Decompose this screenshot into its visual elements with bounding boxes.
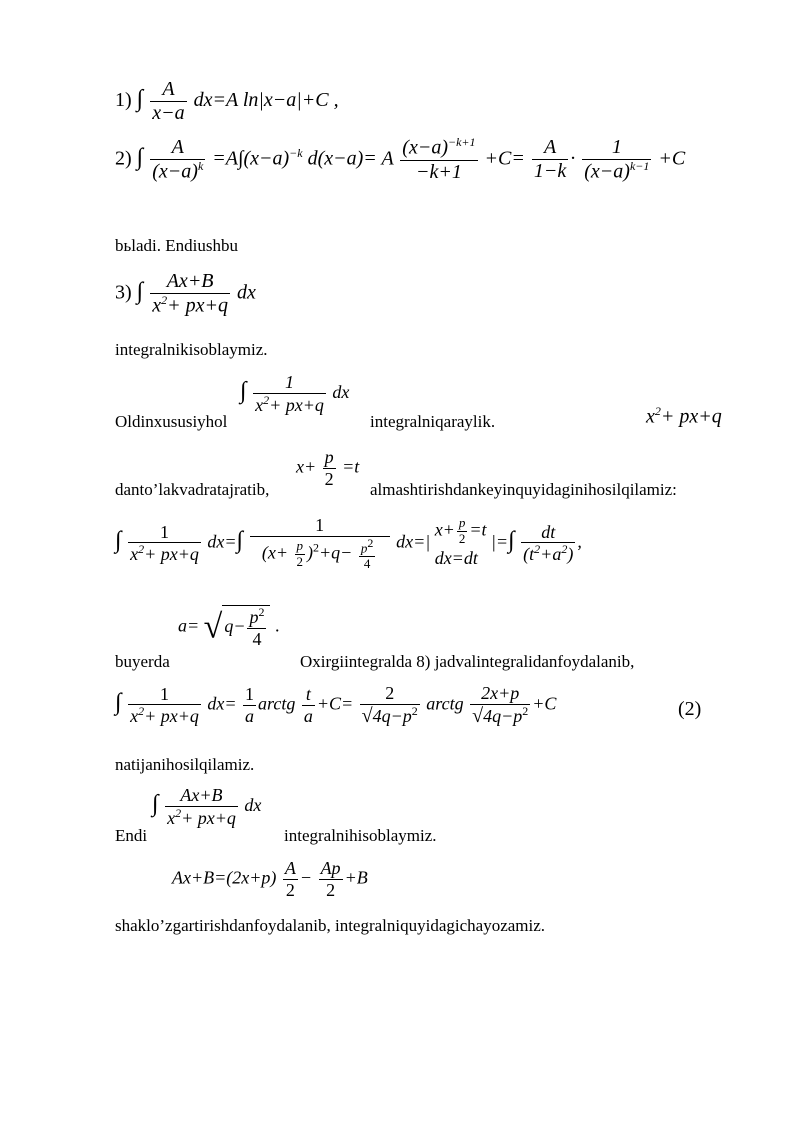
formula-number: 2) [115,147,132,170]
fraction-numerator: p [458,515,466,531]
sub-rhs: =t [469,519,487,540]
formula-2: 2) ∫ $\frac{A}{(x-a)^k}$ $=A\int(x-a)^{-k}$ d(x−a)= A $\frac{(x-a)^{-k+1}}{-k+1}$ +C= $\frac{A}{1-k}$ · $\frac{1}{(x-a)^{k-1}}$ +C [115,135,686,183]
formula-term: d(x−a)= A [307,147,394,170]
fraction-denominator: 2 [324,468,334,489]
fraction-numerator: Ax+B [180,785,223,805]
differential: dx [332,381,350,402]
substitution [296,447,359,489]
fraction-denominator: a [303,705,313,726]
equation-label: (2) [678,698,702,720]
fraction-numerator: (x−a) [402,136,448,159]
fraction-denominator: 2 [283,879,298,901]
text-boladi: bьladi. Endiushbu [115,236,238,255]
formula-rhs: dx=A ln|x−a|+C , [193,89,339,112]
fraction-denominator-rest: + px+q [167,294,229,317]
minus-sign: − [299,867,313,888]
fraction-denominator: 2 [296,553,304,569]
radicand: 4q−p [483,705,523,726]
fraction-denominator: (x−a) [152,160,198,183]
exponent: k−1 [629,159,650,173]
den-part: (t [523,544,535,565]
text-oldin: Oldinxususiyhol [115,412,228,431]
formula-number: 1) [115,89,132,112]
fraction-denominator: (x−a) [584,160,630,183]
text-qaraylik: integralniqaraylik. [370,412,496,431]
formula-3: 3) ∫ $\frac{Ax+B}{x^2+ px+q}$ dx [115,270,256,317]
fraction-denominator: 4 [359,556,376,572]
formula-decomposition [172,858,368,900]
arctg-function: arctg [426,693,464,714]
text-integral: integralnikisoblaymiz. [115,340,268,359]
fraction-denominator: 2 [319,879,343,901]
multiply-dot: · [570,147,576,170]
sub-differential: dx=dt [434,548,478,569]
text-hisob: integralnihisoblaymiz. [284,826,437,845]
sub-lhs: x+ [434,519,455,540]
formula-term: +C= [484,147,525,170]
text-oxirgi: Oxirgiintegralda 8) jadvalintegralidanfoydalanib, [300,652,635,671]
text-natija: natijanihosilqilamiz. [115,755,255,774]
fraction-denominator: −k+1 [400,160,477,184]
differential: dx= [207,531,237,552]
fraction-denominator: x−a [152,102,185,124]
a-definition: a= √ q− $\frac{p^2}{4}$ . [178,605,280,649]
formula-1: 1) ∫ $\frac{A}{x-a}$ dx=A ln|x−a|+C , [115,78,339,124]
subst-rhs: =t [342,456,360,477]
fraction-denominator-rest: + px+q [144,544,199,565]
arctg-function: arctg [258,693,296,714]
formula-number: 3) [115,281,132,304]
quadratic-rest: + px+q [660,405,722,428]
quadratic-expression: $x^2+ px+q$ [646,404,722,428]
fraction-numerator: A [162,78,175,100]
fraction-denominator: x [152,294,162,317]
decomp-lhs: Ax+B=(2x+p) [172,867,277,888]
fraction-denominator: x [255,394,264,415]
den-part: ) [307,542,314,563]
fraction-numerator: 2 [385,683,395,703]
fraction-numerator: 1 [159,521,169,542]
fraction-numerator: 1 [284,372,294,392]
text-shakl: shaklo’zgartirishdanfoydalanib, integralniquyidagichayozamiz. [115,916,546,935]
fraction-denominator: a [245,705,255,726]
fraction-denominator-rest: + px+q [144,706,199,727]
fraction-numerator: p [360,540,368,556]
fraction-numerator: 1 [611,136,622,158]
fraction-numerator: 1 [159,683,169,704]
inline-integral-1: ∫ $\frac{1}{x^2+ px+q}$ dx [240,372,350,415]
fraction-numerator: p [324,447,334,467]
formula-term: +B [344,867,368,888]
fraction-numerator: dt [541,521,556,542]
formula-term: =A∫(x−a) [212,147,290,170]
period: . [274,615,280,636]
fraction-numerator: A [543,136,557,159]
fraction-numerator: A [171,136,184,158]
den-part: +a [540,544,562,565]
bar-equals: |= [490,531,509,552]
differential: dx [244,794,262,815]
radicand: q− [224,615,246,636]
fraction-denominator: x [130,544,139,565]
comma: , [577,531,582,552]
fraction-numerator: 1 [315,515,325,535]
differential: dx [237,281,256,304]
formula-completing-square: ∫ $\frac{1}{x^2+ px+q}$ dx=∫ 1 (x+ $\frac{p}{2}$ )$^2$+q− $\frac{p2}{4}$ dx=| x+ $\frac{p}{2}$ =t dx=dt |=∫ $\frac{dt}{(t^2+a^2)}$ , [115,515,582,571]
text-endi: Endi [115,826,148,845]
exponent: k [197,159,204,173]
den-part: ) [567,544,574,565]
fraction-denominator: 2 [458,531,466,547]
fraction-numerator: 2x+p [481,683,520,703]
text-almash: almashtirishdankeyinquyidaginihosilqilamiz: [370,480,677,499]
fraction-denominator: 4 [247,628,266,650]
text-buyerda: buyerda [115,652,170,671]
differential: dx=| [396,531,431,552]
subst-lhs: x+ [296,456,317,477]
fraction-denominator: 1−k [533,160,567,183]
exponent: −k [289,145,303,160]
text-danto: danto’lakvadratajratib, [115,480,270,499]
fraction-denominator-rest: + px+q [269,394,324,415]
fraction-numerator: p [249,607,259,627]
fraction-numerator: Ap [320,858,341,878]
formula-term: +C= [316,693,354,714]
fraction-denominator: x [130,706,139,727]
fraction-numerator: p [296,537,304,553]
quadratic-x: x [646,405,655,428]
radicand: 4q−p [372,705,412,726]
fraction-numerator: t [305,684,311,705]
inline-integral-2: ∫ $\frac{Ax+B}{x^2+ px+q}$ dx [152,785,262,828]
fraction-numerator: 1 [245,684,255,705]
differential: dx= [207,693,237,714]
formula-term: +C [532,693,557,714]
fraction-numerator: A [284,858,296,878]
den-part: +q− [319,542,353,563]
exponent: −k+1 [448,135,476,149]
a-symbol: a= [178,615,200,636]
formula-term: +C [658,147,686,170]
fraction-denominator: x [167,807,176,828]
den-part: (x+ [261,542,289,563]
fraction-denominator-rest: + px+q [181,807,236,828]
formula-result: ∫ $\frac{1}{x^2+ px+q}$ dx= $\frac{1}{a}$ arctg $\frac{t}{a}$ +C= $\frac{2}{√4q-p^2}$ arctg $\frac{2x+p}{√4q-p^2}$ +C [115,683,557,727]
fraction-numerator: Ax+B [166,270,214,292]
